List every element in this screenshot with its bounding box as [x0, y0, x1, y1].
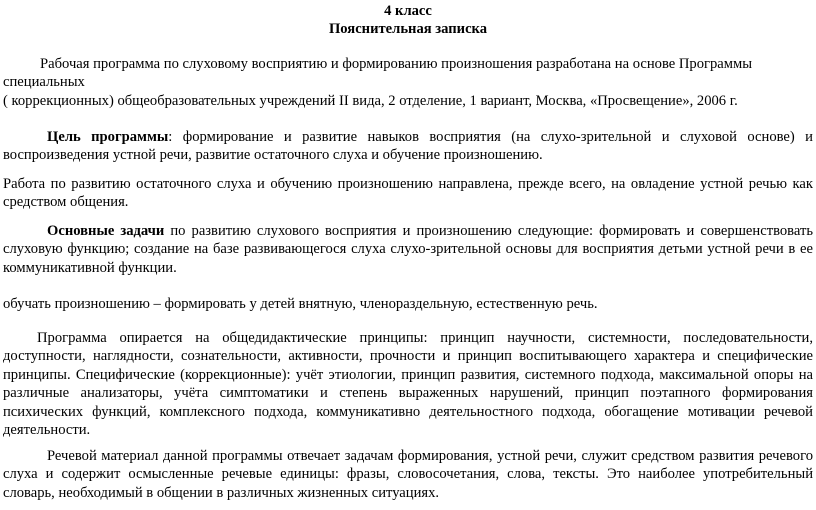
paragraph-program-basis — [3, 55, 813, 110]
paragraph-pronunciation — [3, 295, 813, 313]
goal-label: Цель программы — [47, 129, 169, 145]
paragraph-goal — [3, 128, 813, 165]
goal-text: : формирование и развитие навыков восприятия (на слухо-зрительной и слуховой основе) и воспроизведения устной речи, развитие остаточного слуха и обучение произношению. — [3, 129, 813, 164]
tasks-label: Основные задачи — [47, 223, 165, 239]
principles-text: Программа опирается на общедидактические принципы: принцип научности, системности, последовательности, доступности, наглядности, сознательности, активности, прочности и принцип воспитывающего характера и специфические принципы. Специфические (коррекционные): учёт этиологии, принцип развития, системного подхода, максимальной опоры на различные анализаторы, учёта симптоматики и степень выраженных нарушений, принцип поэтапного формирования психических функций, комплексного подхода, коммуникативно деятельностного подхода, обогащение мотивации речевой деятельности. — [3, 330, 813, 439]
paragraph-line: специальных — [3, 74, 85, 91]
paragraph-tasks — [3, 222, 813, 277]
paragraph-speech-material — [3, 447, 813, 502]
paragraph-line: ( коррекционных) общеобразовательных учреждений II вида, 2 отделение, 1 вариант, Москва, «Просвещение», 2006 г. — [3, 92, 738, 109]
grade-heading: 4 класс — [384, 3, 432, 19]
paragraph-work — [3, 175, 813, 212]
page-title: Пояснительная записка — [328, 21, 488, 38]
paragraph-principles — [3, 329, 813, 439]
pronunciation-text: обучать произношению – формировать у детей внятную, членораздельную, естественную речь. — [3, 296, 598, 312]
title-block — [0, 2, 816, 39]
paragraph-line: Рабочая программа по слуховому восприятию и формированию произношения разработана на основе Программы — [40, 56, 753, 72]
speech-material-text: Речевой материал данной программы отвечает задачам формирования, устной речи, служит средством развития речевого слуха и содержит осмысленные речевые единицы: фразы, словосочетания, слова, тексты. Это наиболее употребительный словарь, необходимый в общении в различных жизненных ситуациях. — [3, 448, 813, 501]
work-text: Работа по развитию остаточного слуха и обучению произношению направлена, прежде всего, на овладение устной речью как средством общения. — [3, 176, 813, 211]
tasks-text: по развитию слухового восприятия и произношению следующие: формировать и совершенствовать слуховую функцию; создание на базе развивающегося слуха слухо-зрительной основы для восприятия детьми устной речи в ее коммуникативной функции. — [3, 223, 813, 276]
